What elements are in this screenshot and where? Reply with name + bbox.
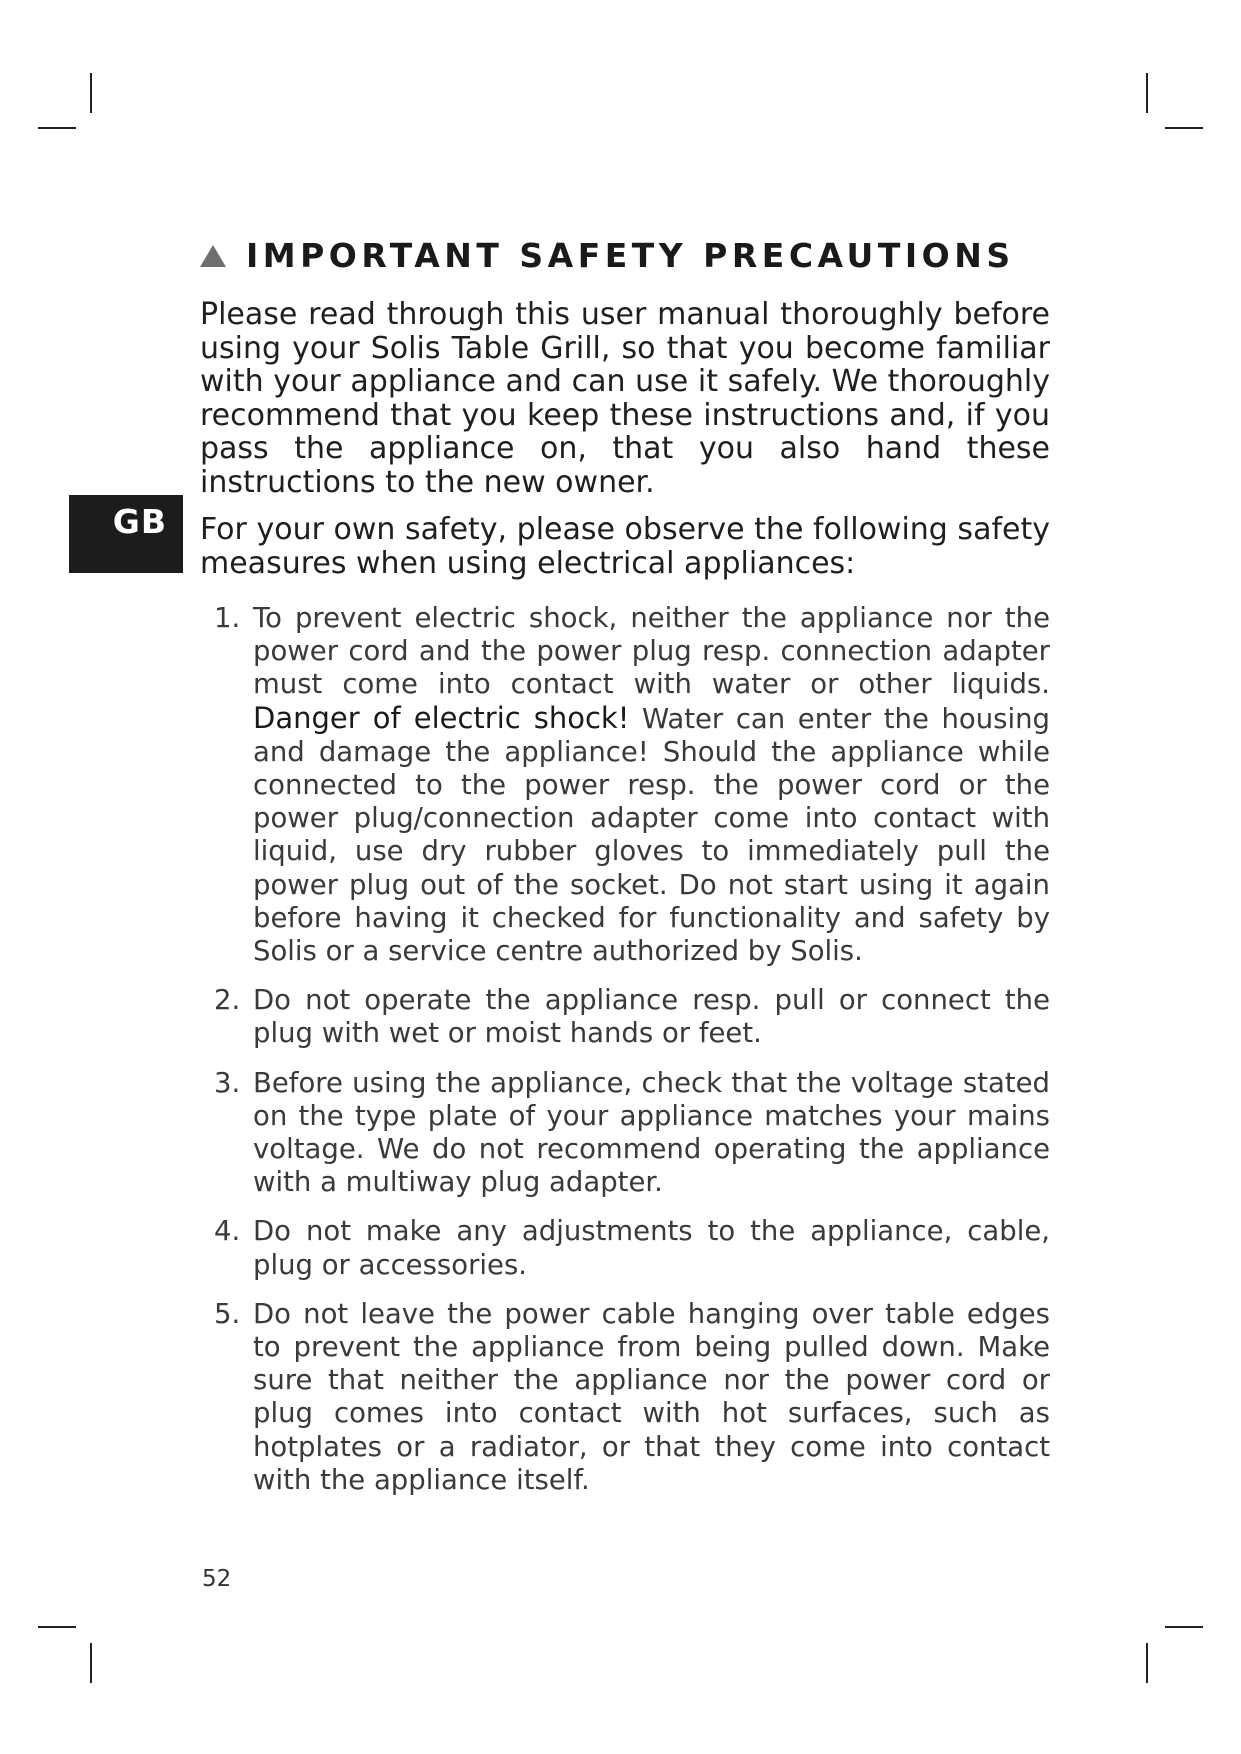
list-item-text: Water can enter the housing and damage the appliance! Should the appliance while connected to the power resp. the power cord or the power plug/connection adapter come into contact with liquid, use dry rubber gloves to immediately pull the power plug out of the socket. Do not start using it again before having it checked for functionality and safety by Solis or a service centre authorized by Solis. bbox=[253, 702, 1050, 968]
language-tab: GB bbox=[69, 495, 183, 573]
crop-mark-bottom-right-vertical bbox=[1146, 1643, 1148, 1683]
list-item bbox=[214, 1067, 1050, 1200]
warning-triangle-icon bbox=[200, 245, 226, 267]
intro-text bbox=[200, 298, 1050, 594]
crop-mark-top-left-horizontal bbox=[38, 127, 76, 129]
danger-warning-text: Danger of electric shock! bbox=[253, 700, 630, 735]
crop-mark-bottom-left-vertical bbox=[90, 1643, 92, 1683]
section-title: IMPORTANT SAFETY PRECAUTIONS bbox=[246, 235, 1015, 275]
list-item-number: 4. bbox=[214, 1215, 241, 1248]
section-heading bbox=[200, 230, 1080, 280]
list-item-number: 3. bbox=[214, 1066, 241, 1099]
crop-mark-top-right-vertical bbox=[1146, 73, 1148, 113]
crop-mark-top-right-horizontal bbox=[1165, 127, 1203, 129]
list-item bbox=[214, 1298, 1050, 1497]
list-item bbox=[214, 602, 1050, 968]
list-item bbox=[214, 984, 1050, 1050]
safety-list bbox=[214, 602, 1050, 1513]
list-item-text: Do not leave the power cable hanging over table edges to prevent the appliance from being pulled down. Make sure that neither the appliance nor the power cord or plug comes into contact with hot surfaces, such as hotplates or a radiator, or that they come into contact with the appliance itself. bbox=[253, 1297, 1050, 1496]
list-item bbox=[214, 1215, 1050, 1281]
crop-mark-top-left-vertical bbox=[90, 73, 92, 113]
page-number: 52 bbox=[202, 1566, 232, 1592]
list-item-number: 1. bbox=[214, 602, 241, 634]
intro-paragraph-2: For your own safety, please observe the following safety measures when using electrical appliances: bbox=[200, 512, 1050, 581]
list-item-text: Do not operate the appliance resp. pull or connect the plug with wet or moist hands or feet. bbox=[253, 984, 1050, 1050]
list-item-number: 5. bbox=[214, 1297, 241, 1330]
list-item-text: To prevent electric shock, neither the appliance nor the power cord and the power plug resp. connection adapter must come into contact with water or other liquids. bbox=[253, 602, 1050, 701]
crop-mark-bottom-right-horizontal bbox=[1165, 1626, 1203, 1628]
intro-paragraph-1: Please read through this user manual thoroughly before using your Solis Table Grill, so that you become familiar with your appliance and can use it safely. We thoroughly recommend that you keep these instructions and, if you pass the appliance on, that you also hand these instructions to the new owner. bbox=[200, 297, 1050, 500]
list-item-text: Do not make any adjustments to the appliance, cable, plug or accessories. bbox=[253, 1215, 1050, 1281]
list-item-number: 2. bbox=[214, 984, 241, 1017]
crop-mark-bottom-left-horizontal bbox=[38, 1626, 76, 1628]
list-item-text: Before using the appliance, check that the voltage stated on the type plate of your appliance matches your mains voltage. We do not recommend operating the appliance with a multiway plug adapter. bbox=[253, 1066, 1050, 1199]
